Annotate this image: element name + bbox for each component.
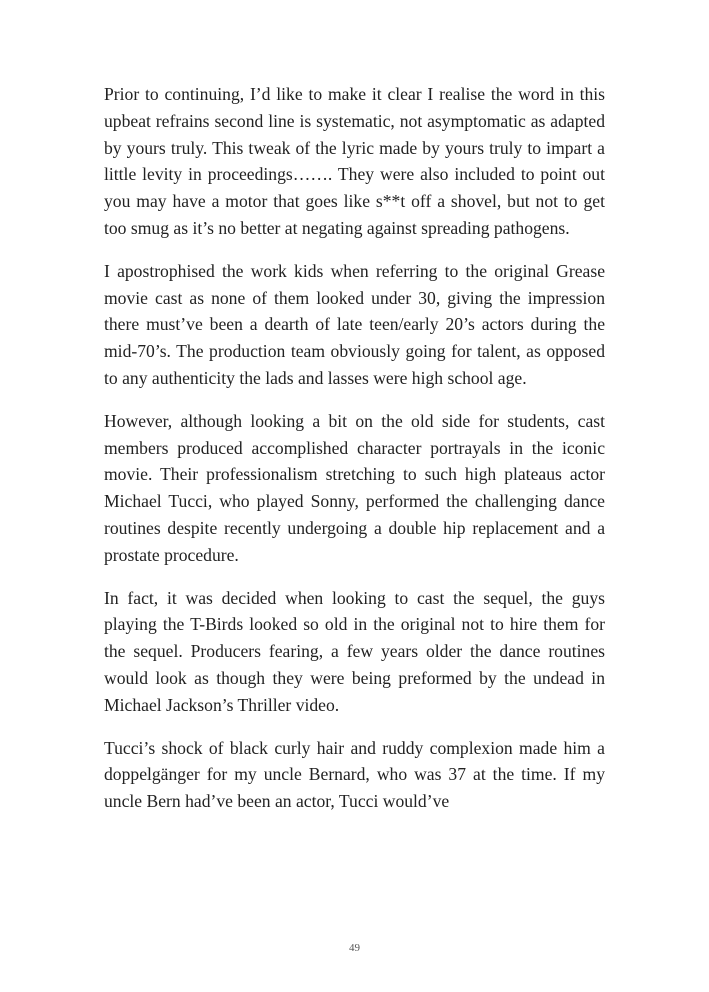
page-number: 49 <box>349 942 360 954</box>
paragraph-2: I apostrophised the work kids when referring to the original Grease movie cast as none of them looked under 30, giving the impression there must’ve been a dearth of late teen/early 20’s actors during the mid-70’s. The production team obviously going for talent, as opposed to any authenticity the lads and lasses were high school age. <box>104 260 605 388</box>
paragraph-3: However, although looking a bit on the old side for students, cast members produced accomplished character portrayals in the iconic movie. Their professionalism stretching to such high plateaus actor Michael Tucci, who played Sonny, performed the challenging dance routines despite recently undergoing a double hip replacement and a prostate procedure. <box>104 410 605 565</box>
paragraph-5: Tucci’s shock of black curly hair and ruddy complexion made him a doppelgänger for my uncle Bernard, who was 37 at the time. If my uncle Bern had’ve been an actor, Tucci would’ve <box>104 737 605 812</box>
paragraph-1: Prior to continuing, I’d like to make it clear I realise the word in this upbeat refrains second line is systematic, not asymptomatic as adapted by yours truly. This tweak of the lyric made by yours truly to impart a little levity in proceedings……. They were also included to point out you may have a motor that goes like s**t off a shovel, but not to get too smug as it’s no better at negating against spreading pathogens. <box>104 84 605 238</box>
page-body <box>104 81 605 831</box>
paragraph-4: In fact, it was decided when looking to cast the sequel, the guys playing the T-Birds looked so old in the original not to hire them for the sequel. Producers fearing, a few years older the dance routines would look as though they were being preformed by the undead in Michael Jackson’s Thriller video. <box>104 587 605 715</box>
